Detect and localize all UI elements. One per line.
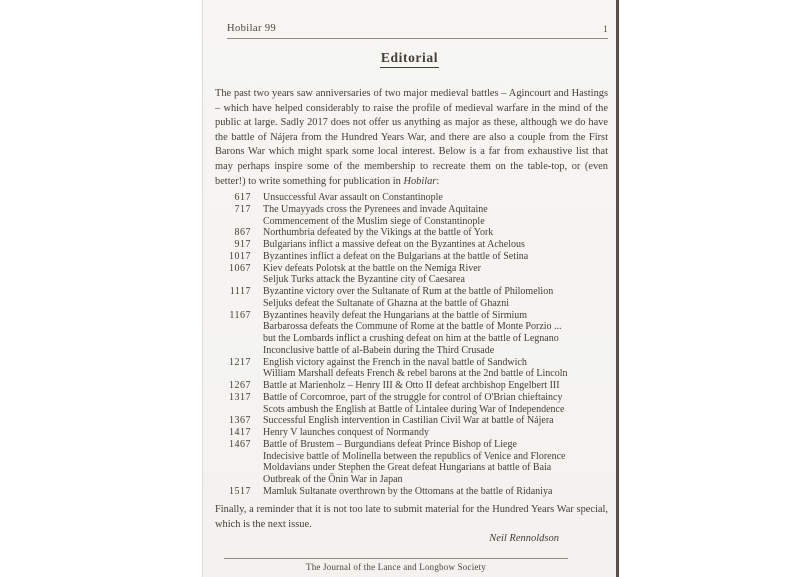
entry-line xyxy=(203,310,616,322)
entry-line xyxy=(203,298,616,310)
entry-text: Barbarossa defeats the Commune of Rome at the battle of Monte Porzio ... xyxy=(263,321,562,333)
entry-year: 1317 xyxy=(229,391,251,403)
entry-line xyxy=(203,427,616,439)
intro-colon: : xyxy=(436,175,440,187)
entry-year xyxy=(203,474,251,486)
entry-year: 1167 xyxy=(229,309,251,321)
entry-text: Mamluk Sultanate overthrown by the Ottomans at the battle of Ridaniya xyxy=(263,485,553,497)
entry-text: Battle of Corcomroe, part of the struggle for control of O'Brian chieftaincy xyxy=(263,391,563,403)
entry-text: Northumbria defeated by the Vikings at the battle of York xyxy=(263,227,494,239)
entry-line xyxy=(203,474,616,486)
entry-year: 1417 xyxy=(229,427,251,438)
entry-year: 1017 xyxy=(229,250,251,262)
entry-line xyxy=(203,251,616,263)
entry-text: Outbreak of the Ōnin War in Japan xyxy=(263,474,403,485)
entry-line xyxy=(203,439,616,451)
journal-page xyxy=(202,0,619,577)
entry-text: Byzantines heavily defeat the Hungarians at the battle of Sirmium xyxy=(263,309,528,321)
entry-year xyxy=(203,462,251,474)
entry-year: 1117 xyxy=(229,286,251,297)
entry-text: Successful English intervention in Castilian Civil War at battle of Nájera xyxy=(263,415,554,427)
page-header xyxy=(227,23,608,39)
entry-text: Seljuks defeat the Sultanate of Ghazna at the battle of Ghazni xyxy=(263,297,510,309)
entry-line xyxy=(203,451,616,463)
entry-text: Battle at Marienholz – Henry III & Otto II defeat archbishop Engelbert III xyxy=(263,380,560,391)
entry-line xyxy=(203,239,616,251)
entry-line xyxy=(203,486,616,498)
entry-year: 1217 xyxy=(229,356,251,368)
battle-list xyxy=(203,192,616,498)
entry-year xyxy=(203,298,251,310)
entry-line xyxy=(203,404,616,416)
entry-line xyxy=(203,357,616,369)
entry-text: Scots ambush the English at Battle of Lintalee during War of Independence xyxy=(263,403,565,415)
entry-line xyxy=(203,345,616,357)
entry-year: 717 xyxy=(234,203,251,215)
entry-year: 867 xyxy=(234,227,251,239)
intro-text: The past two years saw anniversaries of two major medieval battles – Agincourt and Hastings – which have helped considerably to raise the profile of medieval warfare in the mind of the public at large. Sadly 2017 does not offer us anything as major as these, although we do have the battle of Nájera from the Hundred Years War, and there are also a couple from the First Barons War which might spark some local interest. Below is a far from exhaustive list that may perhaps inspire some of the membership to recreate them on the table-top, or (even better!) to write something for publication in xyxy=(215,88,608,187)
entry-year: 1517 xyxy=(229,485,251,497)
page-footer: The Journal of the Lance and Longbow Society xyxy=(224,558,568,572)
entry-year xyxy=(203,321,251,333)
entry-text: The Umayyads cross the Pyrenees and invade Aquitaine xyxy=(263,203,488,215)
author-signature: Neil Rennoldson xyxy=(489,533,559,544)
entry-year: 1367 xyxy=(229,415,251,427)
entry-line xyxy=(203,216,616,228)
entry-line xyxy=(203,263,616,275)
page-number: 1 xyxy=(603,24,608,34)
entry-text: William Marshall defeats French & rebel barons at the 2nd battle of Lincoln xyxy=(263,368,568,380)
entry-line xyxy=(203,227,616,239)
entry-year xyxy=(203,345,251,357)
entry-text: Seljuk Turks attack the Byzantine city of Caesarea xyxy=(263,274,465,286)
entry-line xyxy=(203,321,616,333)
entry-year: 1467 xyxy=(229,438,251,450)
entry-year: 1267 xyxy=(229,380,251,391)
entry-text: Bulgarians inflict a massive defeat on the Byzantines at Achelous xyxy=(263,239,525,250)
entry-year xyxy=(203,404,251,416)
entry-text: Commencement of the Muslim siege of Constantinople xyxy=(263,215,485,227)
entry-line xyxy=(203,392,616,404)
entry-text: Kiev defeats Polotsk at the battle on the Nemiga River xyxy=(263,262,481,274)
entry-year xyxy=(203,333,251,345)
entry-year xyxy=(203,451,251,463)
entry-line xyxy=(203,286,616,298)
entry-line xyxy=(203,274,616,286)
title-wrap xyxy=(203,49,616,68)
entry-line xyxy=(203,192,616,204)
entry-year: 917 xyxy=(234,239,251,250)
entry-text: Battle of Brustem – Burgundians defeat Prince Bishop of Liege xyxy=(263,438,517,450)
entry-text: Inconclusive battle of al-Babein during the Third Crusade xyxy=(263,344,495,356)
entry-line xyxy=(203,380,616,392)
entry-line xyxy=(203,368,616,380)
entry-text: Henry V launches conquest of Normandy xyxy=(263,427,429,438)
page-title: Editorial xyxy=(380,50,439,68)
entry-year: 1067 xyxy=(229,262,251,274)
entry-year xyxy=(203,368,251,380)
intro-journal-name: Hobilar xyxy=(403,175,437,187)
entry-text: but the Lombards inflict a crushing defeat on him at the battle of Legnano xyxy=(263,333,559,344)
entry-line xyxy=(203,415,616,427)
intro-paragraph xyxy=(215,87,608,189)
closing-paragraph: Finally, a reminder that it is not too late to submit material for the Hundred Years War special, which is the next issue. xyxy=(215,504,608,530)
entry-text: Indecisive battle of Molinella between the republics of Venice and Florence xyxy=(263,450,566,462)
entry-text: Moldavians under Stephen the Great defeat Hungarians at battle of Baia xyxy=(263,462,552,474)
entry-line xyxy=(203,333,616,345)
entry-text: Unsuccessful Avar assault on Constantinople xyxy=(263,192,443,203)
entry-year: 617 xyxy=(234,192,251,203)
entry-year xyxy=(203,216,251,228)
entry-text: English victory against the French in the naval battle of Sandwich xyxy=(263,356,527,368)
entry-year xyxy=(203,274,251,286)
entry-text: Byzantine victory over the Sultanate of Rum at the battle of Philomelion xyxy=(263,286,554,297)
entry-line xyxy=(203,462,616,474)
entry-line xyxy=(203,204,616,216)
journal-title: Hobilar 99 xyxy=(227,23,277,34)
entry-text: Byzantines inflict a defeat on the Bulgarians at the battle of Setina xyxy=(263,250,529,262)
